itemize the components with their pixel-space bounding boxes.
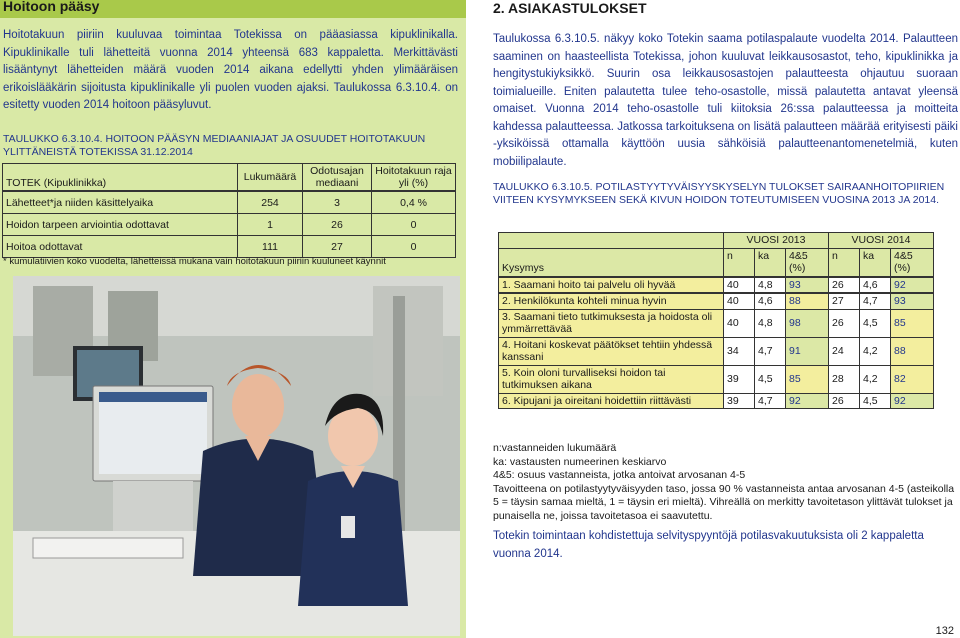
cell-pct-2013: 91 — [786, 337, 829, 365]
cell-ka-2013: 4,7 — [755, 393, 786, 409]
col-header-count: Lukumäärä — [238, 164, 303, 192]
section-header-bar — [0, 0, 466, 18]
table-caption-6-3-10-4: TAULUKKO 6.3.10.4. HOITOON PÄÄSYN MEDIAANIAJAT JA OSUUDET HOITOTAKUUN YLITTÄNEISTÄ TOTEKISSA 31.12.2014 — [3, 133, 426, 158]
cell-ka-2013: 4,5 — [755, 365, 786, 393]
cell-pct-2014: 88 — [891, 337, 934, 365]
cell-over-limit: 0 — [372, 214, 456, 236]
cell-pct-2013: 93 — [786, 277, 829, 294]
cell-pct-2014: 82 — [891, 365, 934, 393]
cell-n-2013: 39 — [724, 393, 755, 409]
section-heading-asiakastulokset: 2. ASIAKASTULOKSET — [493, 0, 647, 16]
row-label: Lähetteet*ja niiden käsittelyaika — [3, 191, 238, 214]
nurses-photo-illustration — [13, 276, 460, 636]
section-heading-hoitoon-paasy: Hoitoon pääsy — [3, 0, 100, 14]
cell-over-limit: 0 — [372, 236, 456, 258]
cell-ka-2014: 4,6 — [860, 277, 891, 294]
col-n-2013: n — [724, 248, 755, 277]
cell-ka-2014: 4,2 — [860, 337, 891, 365]
cell-n-2014: 24 — [829, 337, 860, 365]
cell-over-limit: 0,4 % — [372, 191, 456, 214]
question-text: 3. Saamani tieto tutkimuksesta ja hoidosta oli ymmärrettävää — [499, 309, 724, 337]
year-2013-header: VUOSI 2013 — [724, 233, 829, 249]
nurses-photo — [13, 276, 460, 636]
question-text: 1. Saamani hoito tai palvelu oli hyvää — [499, 277, 724, 294]
note-ka: ka: vastausten numeerinen keskiarvo — [493, 455, 667, 468]
table-notes — [493, 442, 958, 523]
cell-n-2013: 34 — [724, 337, 755, 365]
cell-pct-2013: 88 — [786, 293, 829, 309]
row-label: Hoitoa odottavat — [3, 236, 238, 258]
table-row — [499, 337, 934, 365]
closing-paragraph: Totekin toimintaan kohdistettuja selvityspyyntöjä potilasvakuutuksista oli 2 kappaletta vuonna 2014. — [493, 530, 924, 560]
cell-count: 254 — [238, 191, 303, 214]
cell-pct-2014: 92 — [891, 393, 934, 409]
cell-ka-2014: 4,2 — [860, 365, 891, 393]
col-45-2013-line2: (%) — [789, 262, 806, 274]
cell-n-2013: 39 — [724, 365, 755, 393]
note-target: Tavoitteena on potilastyytyväisyyden taso, jossa 90 % vastanneista antaa arvosanan 4-5 (asteikolla 5 = täysin samaa mieltä, 1 = täysin eri mieltä). Vihreällä on merkitty tavoitetason ylittävät tulokset ja punaisella ne, joissa tavoitetasoa ei saavutettu. — [493, 482, 955, 522]
cell-pct-2013: 92 — [786, 393, 829, 409]
table-caption-6-3-10-5: TAULUKKO 6.3.10.5. POTILASTYYTYVÄISYYSKYSELYN TULOKSET SAIRAANHOITOPIIRIEN VIITEEN KYSYMYKSEEN SEKÄ KIVUN HOIDON TOTEUTUMISEEN VUOSINA 2013 JA 2014. — [493, 181, 945, 206]
cell-ka-2014: 4,7 — [860, 293, 891, 309]
cell-median: 27 — [303, 236, 372, 258]
table-row — [3, 236, 456, 258]
cell-pct-2014: 93 — [891, 293, 934, 309]
question-text: 2. Henkilökunta kohteli minua hyvin — [499, 293, 724, 309]
cell-count: 1 — [238, 214, 303, 236]
patient-satisfaction-table — [498, 232, 934, 409]
page-number: 132 — [935, 625, 954, 637]
col-n-2014: n — [829, 248, 860, 277]
table-row — [3, 214, 456, 236]
question-text: 5. Koin oloni turvalliseksi hoidon tai tutkimuksen aikana — [499, 365, 724, 393]
table-row — [499, 393, 934, 409]
blank-header-cell — [499, 233, 724, 249]
col-45-2014-line2: (%) — [894, 262, 911, 274]
col-ka-2013: ka — [755, 248, 786, 277]
cell-n-2013: 40 — [724, 277, 755, 294]
intro-paragraph-right: Taulukossa 6.3.10.5. näkyy koko Totekin saama potilaspalaute vuodelta 2014. Palautteen saaminen on haasteellista Totekissa, johon kuuluvat leikkausosastot, teho, kipuklinikka ja hengitystukiyksikkö. Suurin osa leikkausosastojen palautteesta ohjautuu suoraan toimialueille. Eniten palautetta tulee teho-osastolle, missä palautetta antavat yleensä omaiset. Vuonna 2014 teho-osastolle tuli kiitoksia 26:ssa palautteessa ja moitteita kahdessa palautteessa. Jatkossa tarkoituksena on lisätä palautteen määrää erityisesti päiki -yksiköissä ottamalla käyttöön uusia sähköisiä palautteenantomenetelmiä, kuten mobiilipalaute. — [493, 33, 958, 168]
cell-count: 111 — [238, 236, 303, 258]
table-footnote: * kumulatiivien koko vuodelta, lähetteissä mukana vain hoitotakuun piiriin kuuluneet käynnit — [3, 256, 386, 267]
table-row — [499, 293, 934, 309]
note-n: n:vastanneiden lukumäärä — [493, 442, 617, 454]
col-45-2014 — [891, 248, 934, 277]
year-header-row — [499, 233, 934, 249]
table-row — [499, 277, 934, 294]
cell-median: 26 — [303, 214, 372, 236]
question-text: 4. Hoitani koskevat päätökset tehtiin yhdessä kanssani — [499, 337, 724, 365]
col-45-2014-line1: 4&5 — [894, 249, 913, 262]
cell-n-2014: 28 — [829, 365, 860, 393]
cell-pct-2013: 85 — [786, 365, 829, 393]
table-row — [3, 191, 456, 214]
intro-paragraph-left: Hoitotakuun piiriin kuuluvaa toimintaa Totekissa on pääasiassa kipuklinikalla. Kipuklinikalle tuli lähetteitä vuonna 2014 yhteensä 683 kappaletta. Merkittävästi lisääntynyt lähetteiden määrä vuoden 2014 aikana edellytti yhden ylimääräisen erikoislääkärin sijoitusta kipuklinikalle yli puolen vuoden ajaksi. Taulukossa 6.3.10.4. on esitetty vuoden 2014 hoitoon pääsyluvut. — [3, 29, 458, 111]
cell-n-2013: 40 — [724, 293, 755, 309]
access-to-care-table — [2, 163, 456, 258]
cell-ka-2013: 4,7 — [755, 337, 786, 365]
cell-ka-2013: 4,6 — [755, 293, 786, 309]
cell-median: 3 — [303, 191, 372, 214]
col-header-over-limit: Hoitotakuun raja yli (%) — [372, 164, 456, 192]
question-header: Kysymys — [499, 248, 724, 277]
cell-n-2014: 26 — [829, 277, 860, 294]
cell-ka-2014: 4,5 — [860, 393, 891, 409]
cell-ka-2014: 4,5 — [860, 309, 891, 337]
right-section-header — [484, 0, 960, 18]
table-header-row — [3, 164, 456, 192]
question-text: 6. Kipujani ja oireitani hoidettiin riittävästi — [499, 393, 724, 409]
col-45-2013-line1: 4&5 — [789, 249, 808, 262]
cell-n-2014: 27 — [829, 293, 860, 309]
col-header-median: Odotusajan mediaani — [303, 164, 372, 192]
col-ka-2014: ka — [860, 248, 891, 277]
cell-ka-2013: 4,8 — [755, 309, 786, 337]
table-row — [499, 365, 934, 393]
cell-pct-2013: 98 — [786, 309, 829, 337]
cell-n-2013: 40 — [724, 309, 755, 337]
cell-n-2014: 26 — [829, 393, 860, 409]
col-header-totek: TOTEK (Kipuklinikka) — [3, 164, 238, 192]
note-45: 4&5: osuus vastanneista, jotka antoivat arvosanan 4-5 — [493, 469, 746, 481]
cell-pct-2014: 92 — [891, 277, 934, 294]
cell-pct-2014: 85 — [891, 309, 934, 337]
row-label: Hoidon tarpeen arviointia odottavat — [3, 214, 238, 236]
col-45-2013 — [786, 248, 829, 277]
table-row — [499, 309, 934, 337]
cell-n-2014: 26 — [829, 309, 860, 337]
column-header-row — [499, 248, 934, 277]
cell-ka-2013: 4,8 — [755, 277, 786, 294]
year-2014-header: VUOSI 2014 — [829, 233, 934, 249]
